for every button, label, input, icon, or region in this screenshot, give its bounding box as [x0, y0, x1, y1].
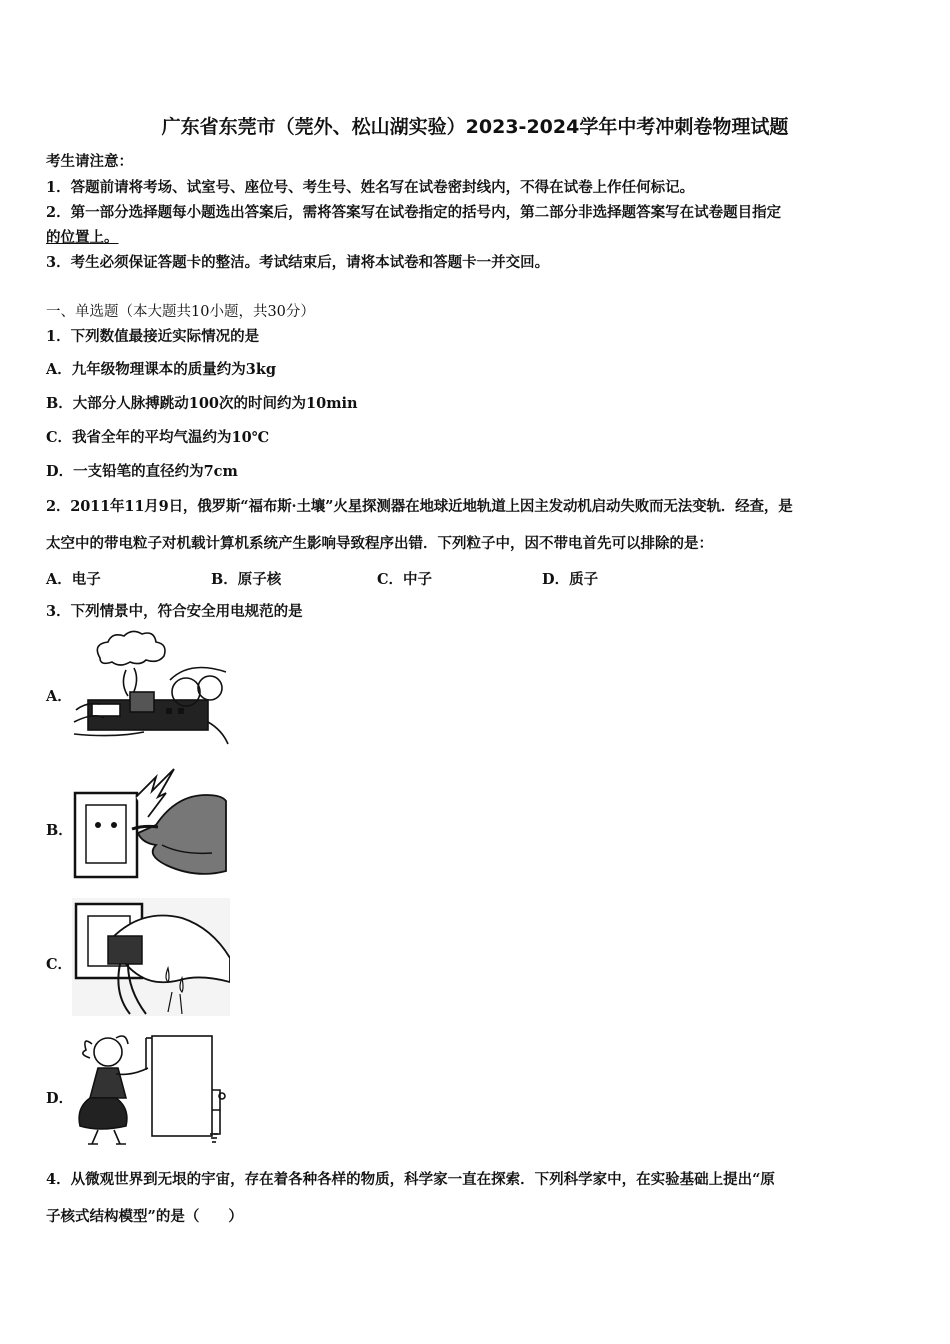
- q1-stem: 1．下列数值最接近实际情况的是: [46, 328, 260, 345]
- q2-option-a: A．电子: [46, 571, 101, 588]
- section-heading: 一、单选题（本大题共10小题，共30分）: [46, 304, 315, 320]
- q3-label-d: D．: [46, 1090, 74, 1107]
- q3-stem: 3．下列情景中，符合安全用电规范的是: [46, 603, 303, 620]
- q4-line2: 子核式结构模型”的是（ ）: [46, 1208, 243, 1225]
- q2-option-b: B．原子核: [211, 571, 282, 588]
- q1-option-a: A．九年级物理课本的质量约为3kg: [46, 361, 277, 378]
- q2-option-d: D．质子: [542, 571, 599, 588]
- notice-item-3: 3．考生必须保证答题卡的整洁。考试结束后，请将本试卷和答题卡一并交回。: [46, 254, 550, 271]
- q4-line1: 4．从微观世界到无垠的宇宙，存在着各种各样的物质，科学家一直在探索．下列科学家中，在实验基础上提出“原: [46, 1171, 775, 1188]
- page-title: 广东省东莞市（莞外、松山湖实验）2023-2024学年中考冲刺卷物理试题: [161, 116, 789, 138]
- q3-label-c: C．: [46, 956, 73, 973]
- notice-item-2-cont: 的位置上。: [46, 229, 119, 246]
- q3-label-a: A．: [46, 688, 72, 705]
- q2-line1: 2．2011年11月9日，俄罗斯“福布斯·土壤”火星探测器在地球近地轨道上因主发动机启动失败而无法变轨．经查，是: [46, 498, 793, 515]
- q3-label-b: B．: [46, 822, 73, 839]
- q1-option-c: C．我省全年的平均气温约为10℃: [46, 429, 270, 446]
- grounded-fridge-illustration: [72, 1030, 232, 1150]
- q1-option-d: D．一支铅笔的直径约为7cm: [46, 463, 238, 480]
- overloaded-socket-illustration: [70, 630, 230, 745]
- q2-option-c: C．中子: [377, 571, 433, 588]
- wet-hand-plug-illustration: [72, 898, 230, 1016]
- finger-in-socket-illustration: [72, 765, 227, 880]
- q1-option-b: B．大部分人脉搏跳动100次的时间约为10min: [46, 395, 358, 412]
- notice-heading: 考生请注意：: [46, 153, 133, 170]
- notice-item-2: 2．第一部分选择题每小题选出答案后，需将答案写在试卷指定的括号内，第二部分非选择题答案写在试卷题目指定: [46, 204, 782, 221]
- notice-item-1: 1．答题前请将考场、试室号、座位号、考生号、姓名写在试卷密封线内，不得在试卷上作任何标记。: [46, 179, 695, 196]
- q2-line2: 太空中的带电粒子对机载计算机系统产生影响导致程序出错．下列粒子中，因不带电首先可以排除的是：: [46, 535, 713, 552]
